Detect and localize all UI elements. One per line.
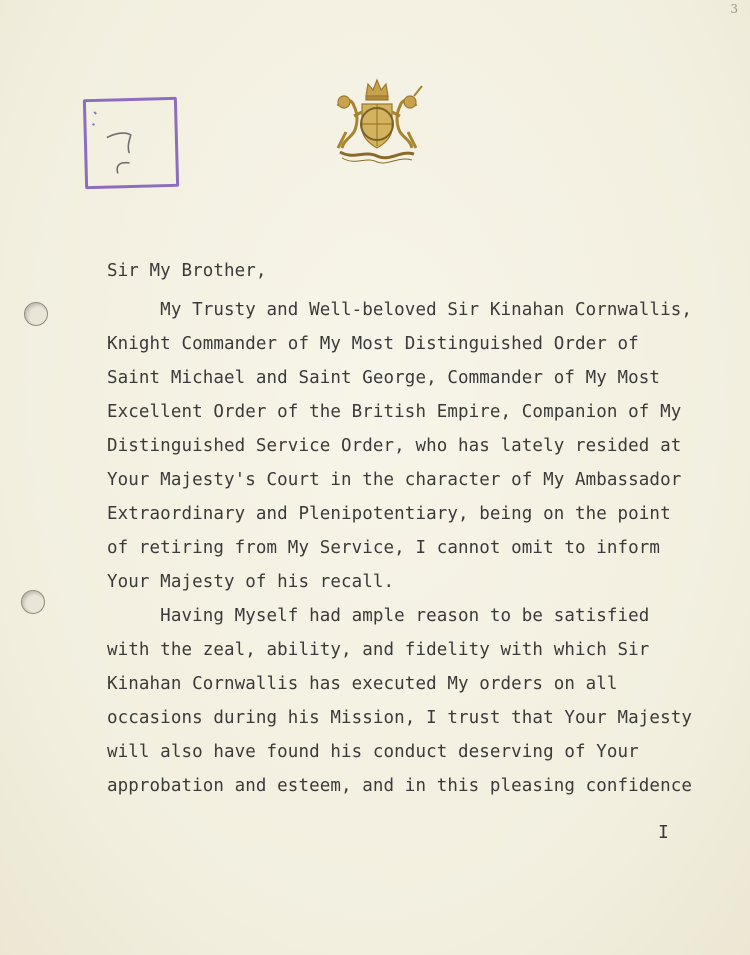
body-line: will also have found his conduct deserving of Your: [107, 742, 639, 762]
body-line: Having Myself had ample reason to be satisfied: [107, 606, 650, 626]
royal-coat-of-arms-icon: [324, 76, 430, 166]
body-line: occasions during his Mission, I trust that Your Majesty: [107, 708, 692, 728]
pencil-marks: [86, 100, 170, 180]
catchword: I: [658, 822, 669, 843]
body-line: Your Majesty of his recall.: [107, 572, 395, 592]
punch-hole-icon: [24, 302, 48, 326]
body-line: approbation and esteem, and in this pleasing confidence: [107, 776, 692, 796]
body-line: My Trusty and Well-beloved Sir Kinahan Cornwallis,: [107, 300, 692, 320]
corner-mark: 3: [730, 2, 738, 16]
body-line: Distinguished Service Order, who has lately resided at: [107, 436, 682, 456]
body-line: Kinahan Cornwallis has executed My orders on all: [107, 674, 618, 694]
salutation: Sir My Brother,: [107, 261, 267, 281]
body-line: Extraordinary and Plenipotentiary, being on the point: [107, 504, 671, 524]
body-line: with the zeal, ability, and fidelity with which Sir: [107, 640, 650, 660]
punch-hole-icon: [21, 590, 45, 614]
registry-stamp-icon: [83, 97, 179, 189]
body-line: of retiring from My Service, I cannot omit to inform: [107, 538, 661, 558]
body-line: Knight Commander of My Most Distinguished Order of: [107, 334, 639, 354]
body-line: Your Majesty's Court in the character of My Ambassador: [107, 470, 682, 490]
body-line: Excellent Order of the British Empire, Companion of My: [107, 402, 682, 422]
body-line: Saint Michael and Saint George, Commander of My Most: [107, 368, 661, 388]
